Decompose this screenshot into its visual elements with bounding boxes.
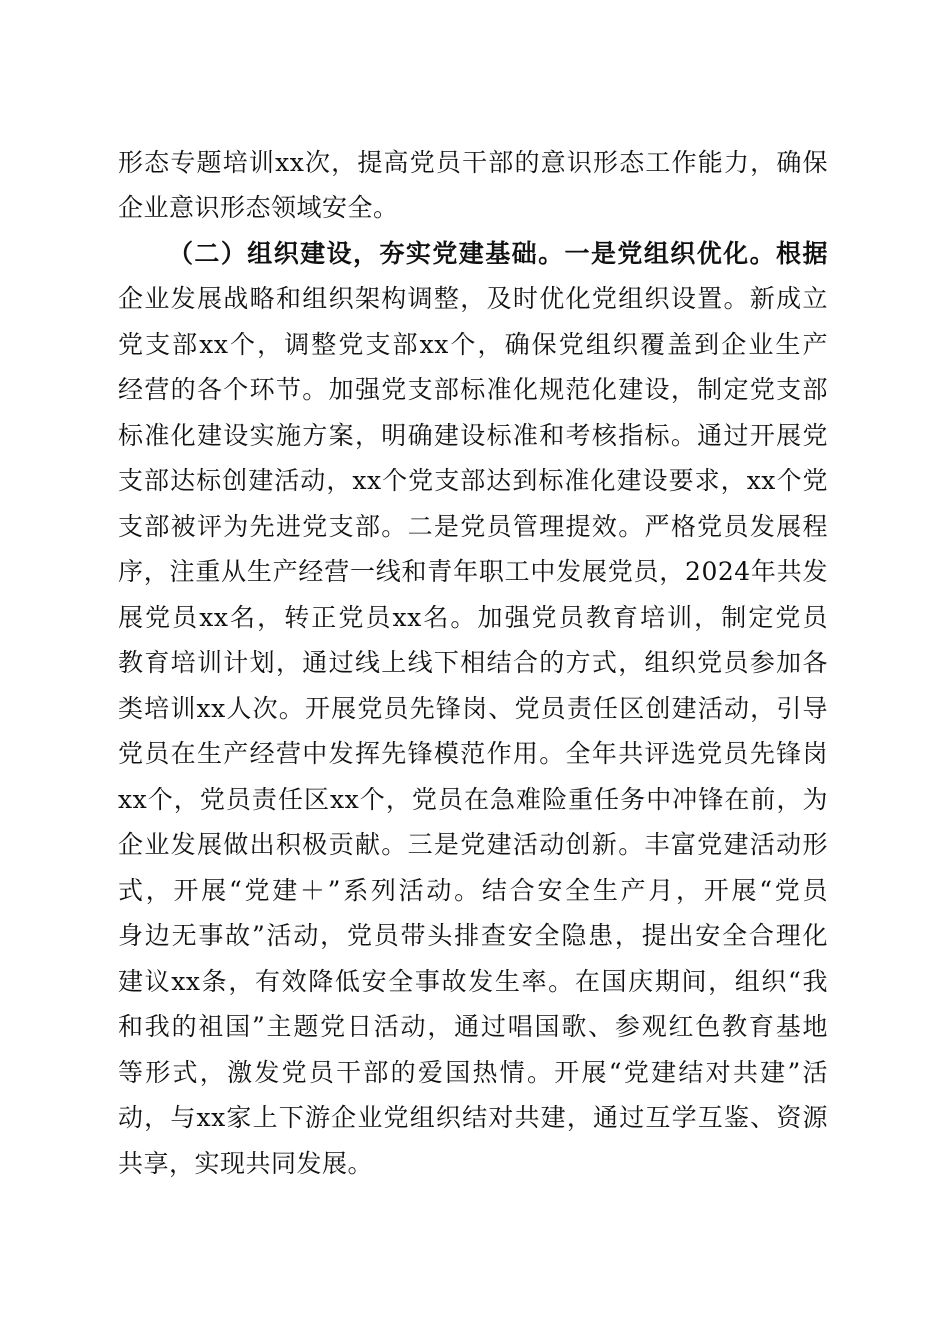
text-line-14: 党员在生产经营中发挥先锋模范作用。全年共评选党员先锋岗 xyxy=(118,739,828,768)
text-line-20: 和我的祖国”主题党日活动，通过唱国歌、参观红色教育基地 xyxy=(118,1012,828,1041)
text-line-21: 等形式，激发党员干部的爱国热情。开展“党建结对共建”活 xyxy=(118,1058,828,1087)
text-line-22: 动，与xx家上下游企业党组织结对共建，通过互学互鉴、资源 xyxy=(118,1103,828,1132)
text-line-4: 企业发展战略和组织架构调整，及时优化党组织设置。新成立 xyxy=(118,284,828,313)
text-line-8: 支部达标创建活动，xx个党支部达到标准化建设要求，xx个党 xyxy=(118,466,828,495)
text-line-13: 类培训xx人次。开展党员先锋岗、党员责任区创建活动，引导 xyxy=(118,694,828,723)
text-line-17: 式，开展“党建＋”系列活动。结合安全生产月，开展“党员 xyxy=(118,876,828,905)
text-line-19: 建议xx条，有效降低安全事故发生率。在国庆期间，组织“我 xyxy=(118,967,828,996)
text-line-18: 身边无事故”活动，党员带头排查安全隐患，提出安全合理化 xyxy=(118,921,828,950)
text-line-1: 形态专题培训xx次，提高党员干部的意识形态工作能力，确保 xyxy=(118,148,828,177)
text-line-11: 展党员xx名，转正党员xx名。加强党员教育培训，制定党员 xyxy=(118,603,828,632)
text-line-2: 企业意识形态领域安全。 xyxy=(118,193,399,222)
text-line-7: 标准化建设实施方案，明确建设标准和考核指标。通过开展党 xyxy=(118,421,828,450)
section-heading-line: （二）组织建设，夯实党建基础。一是党组织优化。根据 xyxy=(168,239,828,268)
text-line-16: 企业发展做出积极贡献。三是党建活动创新。丰富党建活动形 xyxy=(118,830,828,859)
text-line-5: 党支部xx个，调整党支部xx个，确保党组织覆盖到企业生产 xyxy=(118,330,828,359)
text-line-15: xx个，党员责任区xx个，党员在急难险重任务中冲锋在前，为 xyxy=(118,785,828,814)
text-line-10: 序，注重从生产经营一线和青年职工中发展党员，2024年共发 xyxy=(118,557,828,586)
text-line-9: 支部被评为先进党支部。二是党员管理提效。严格党员发展程 xyxy=(118,512,828,541)
text-line-6: 经营的各个环节。加强党支部标准化规范化建设，制定党支部 xyxy=(118,375,828,404)
text-line-12: 教育培训计划，通过线上线下相结合的方式，组织党员参加各 xyxy=(118,648,828,677)
text-line-23: 共享，实现共同发展。 xyxy=(118,1149,374,1178)
